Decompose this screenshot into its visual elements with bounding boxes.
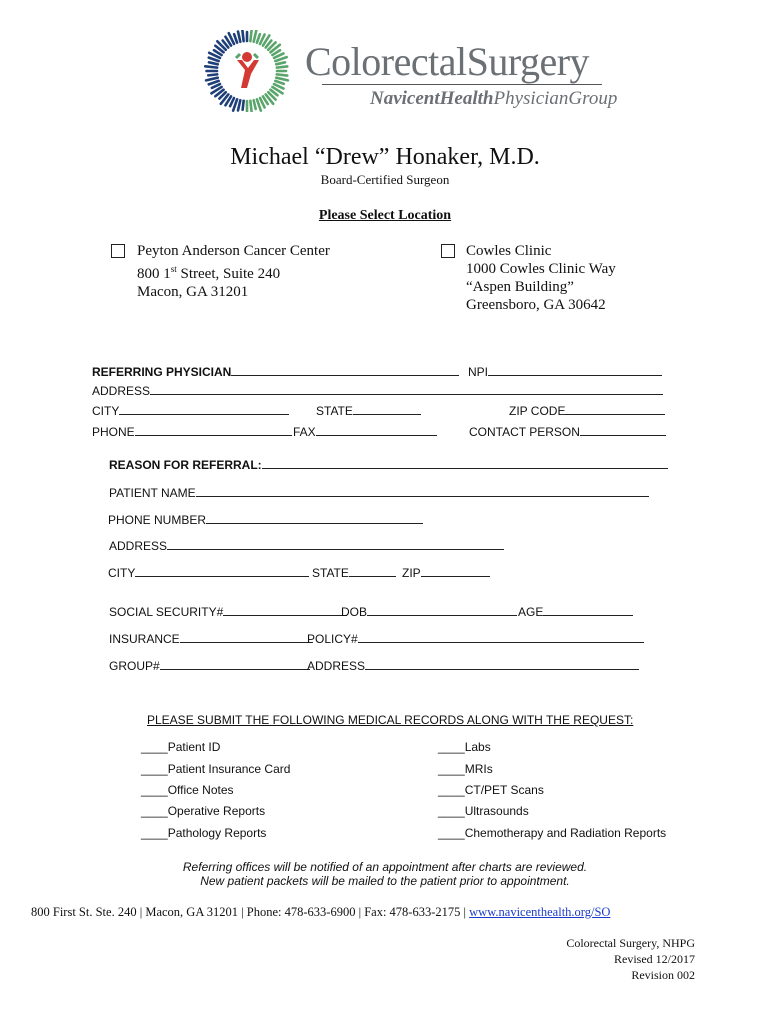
policy-field[interactable]: POLICY# — [307, 632, 644, 646]
doctor-title: Board-Certified Surgeon — [320, 172, 450, 187]
location-checkbox-peyton[interactable] — [111, 244, 125, 258]
record-pathology-reports[interactable]: ____Pathology Reports — [141, 826, 267, 840]
patient-name-field[interactable]: PATIENT NAME — [109, 486, 649, 500]
website-link[interactable]: www.navicenthealth.org/SO — [469, 905, 611, 919]
records-heading: PLEASE SUBMIT THE FOLLOWING MEDICAL RECORDS ALONG WITH THE REQUEST: — [147, 713, 634, 727]
referring-phone-field[interactable]: PHONE — [92, 425, 292, 439]
patient-state-field[interactable]: STATE — [312, 566, 396, 580]
ssn-field[interactable]: SOCIAL SECURITY# — [109, 605, 347, 619]
referring-state-field[interactable]: STATE — [316, 404, 421, 418]
patient-address-field[interactable]: ADDRESS — [109, 539, 504, 553]
reason-for-referral-field[interactable]: REASON FOR REFERRAL: — [109, 458, 668, 472]
select-location-heading: Please Select Location — [318, 208, 452, 223]
location-cowles: Cowles Clinic 1000 Cowles Clinic Way “Aspen Building” Greensboro, GA 30642 — [466, 243, 616, 313]
record-insurance-card[interactable]: ____Patient Insurance Card — [141, 762, 291, 776]
location-checkbox-cowles[interactable] — [441, 244, 455, 258]
patient-zip-field[interactable]: ZIP — [402, 566, 490, 580]
dob-field[interactable]: DOB — [341, 605, 517, 619]
record-ultrasounds[interactable]: ____Ultrasounds — [438, 804, 529, 818]
referring-zip-field[interactable]: ZIP CODE — [509, 404, 665, 418]
insurance-field[interactable]: INSURANCE — [109, 632, 313, 646]
record-patient-id[interactable]: ____Patient ID — [141, 740, 221, 754]
revision-block: Colorectal Surgery, NHPG Revised 12/2017 Revision 002 — [566, 936, 695, 982]
notification-note: Referring offices will be notified of an appointment after charts are reviewed. — [182, 860, 588, 874]
logo-wordmark: ColorectalSurgery — [305, 39, 590, 84]
patient-phone-field[interactable]: PHONE NUMBER — [108, 513, 423, 527]
packet-note: New patient packets will be mailed to the patient prior to appointment. — [200, 874, 570, 888]
record-chemo-radiation[interactable]: ____Chemotherapy and Radiation Reports — [438, 826, 667, 840]
insurance-address-field[interactable]: ADDRESS — [307, 659, 639, 673]
referring-fax-field[interactable]: FAX — [293, 425, 437, 439]
footer-contact: 800 First St. Ste. 240 | Macon, GA 31201 | Phone: 478-633-6900 | Fax: 478-633-2175 | www.navicenthealth.org/SO — [31, 905, 611, 919]
logo-subtitle: NavicentHealthPhysicianGroup — [370, 88, 618, 109]
record-labs[interactable]: ____Labs — [438, 740, 491, 754]
record-office-notes[interactable]: ____Office Notes — [141, 783, 234, 797]
group-field[interactable]: GROUP# — [109, 659, 310, 673]
contact-person-field[interactable]: CONTACT PERSON — [469, 425, 666, 439]
logo-divider — [322, 84, 602, 85]
patient-city-field[interactable]: CITY — [108, 566, 309, 580]
age-field[interactable]: AGE — [518, 605, 633, 619]
record-ct-pet[interactable]: ____CT/PET Scans — [438, 783, 544, 797]
referring-address-field[interactable]: ADDRESS — [92, 384, 663, 398]
location-peyton: Peyton Anderson Cancer Center 800 1st Street, Suite 240 Macon, GA 31201 — [137, 243, 330, 300]
npi-field[interactable]: NPI — [468, 365, 662, 379]
record-mris[interactable]: ____MRIs — [438, 762, 493, 776]
referring-physician-field[interactable]: REFERRING PHYSICIAN — [92, 365, 459, 379]
record-operative-reports[interactable]: ____Operative Reports — [141, 804, 266, 818]
referring-city-field[interactable]: CITY — [92, 404, 289, 418]
logo-ring-icon — [196, 30, 298, 112]
doctor-name: Michael “Drew” Honaker, M.D. — [230, 144, 540, 170]
